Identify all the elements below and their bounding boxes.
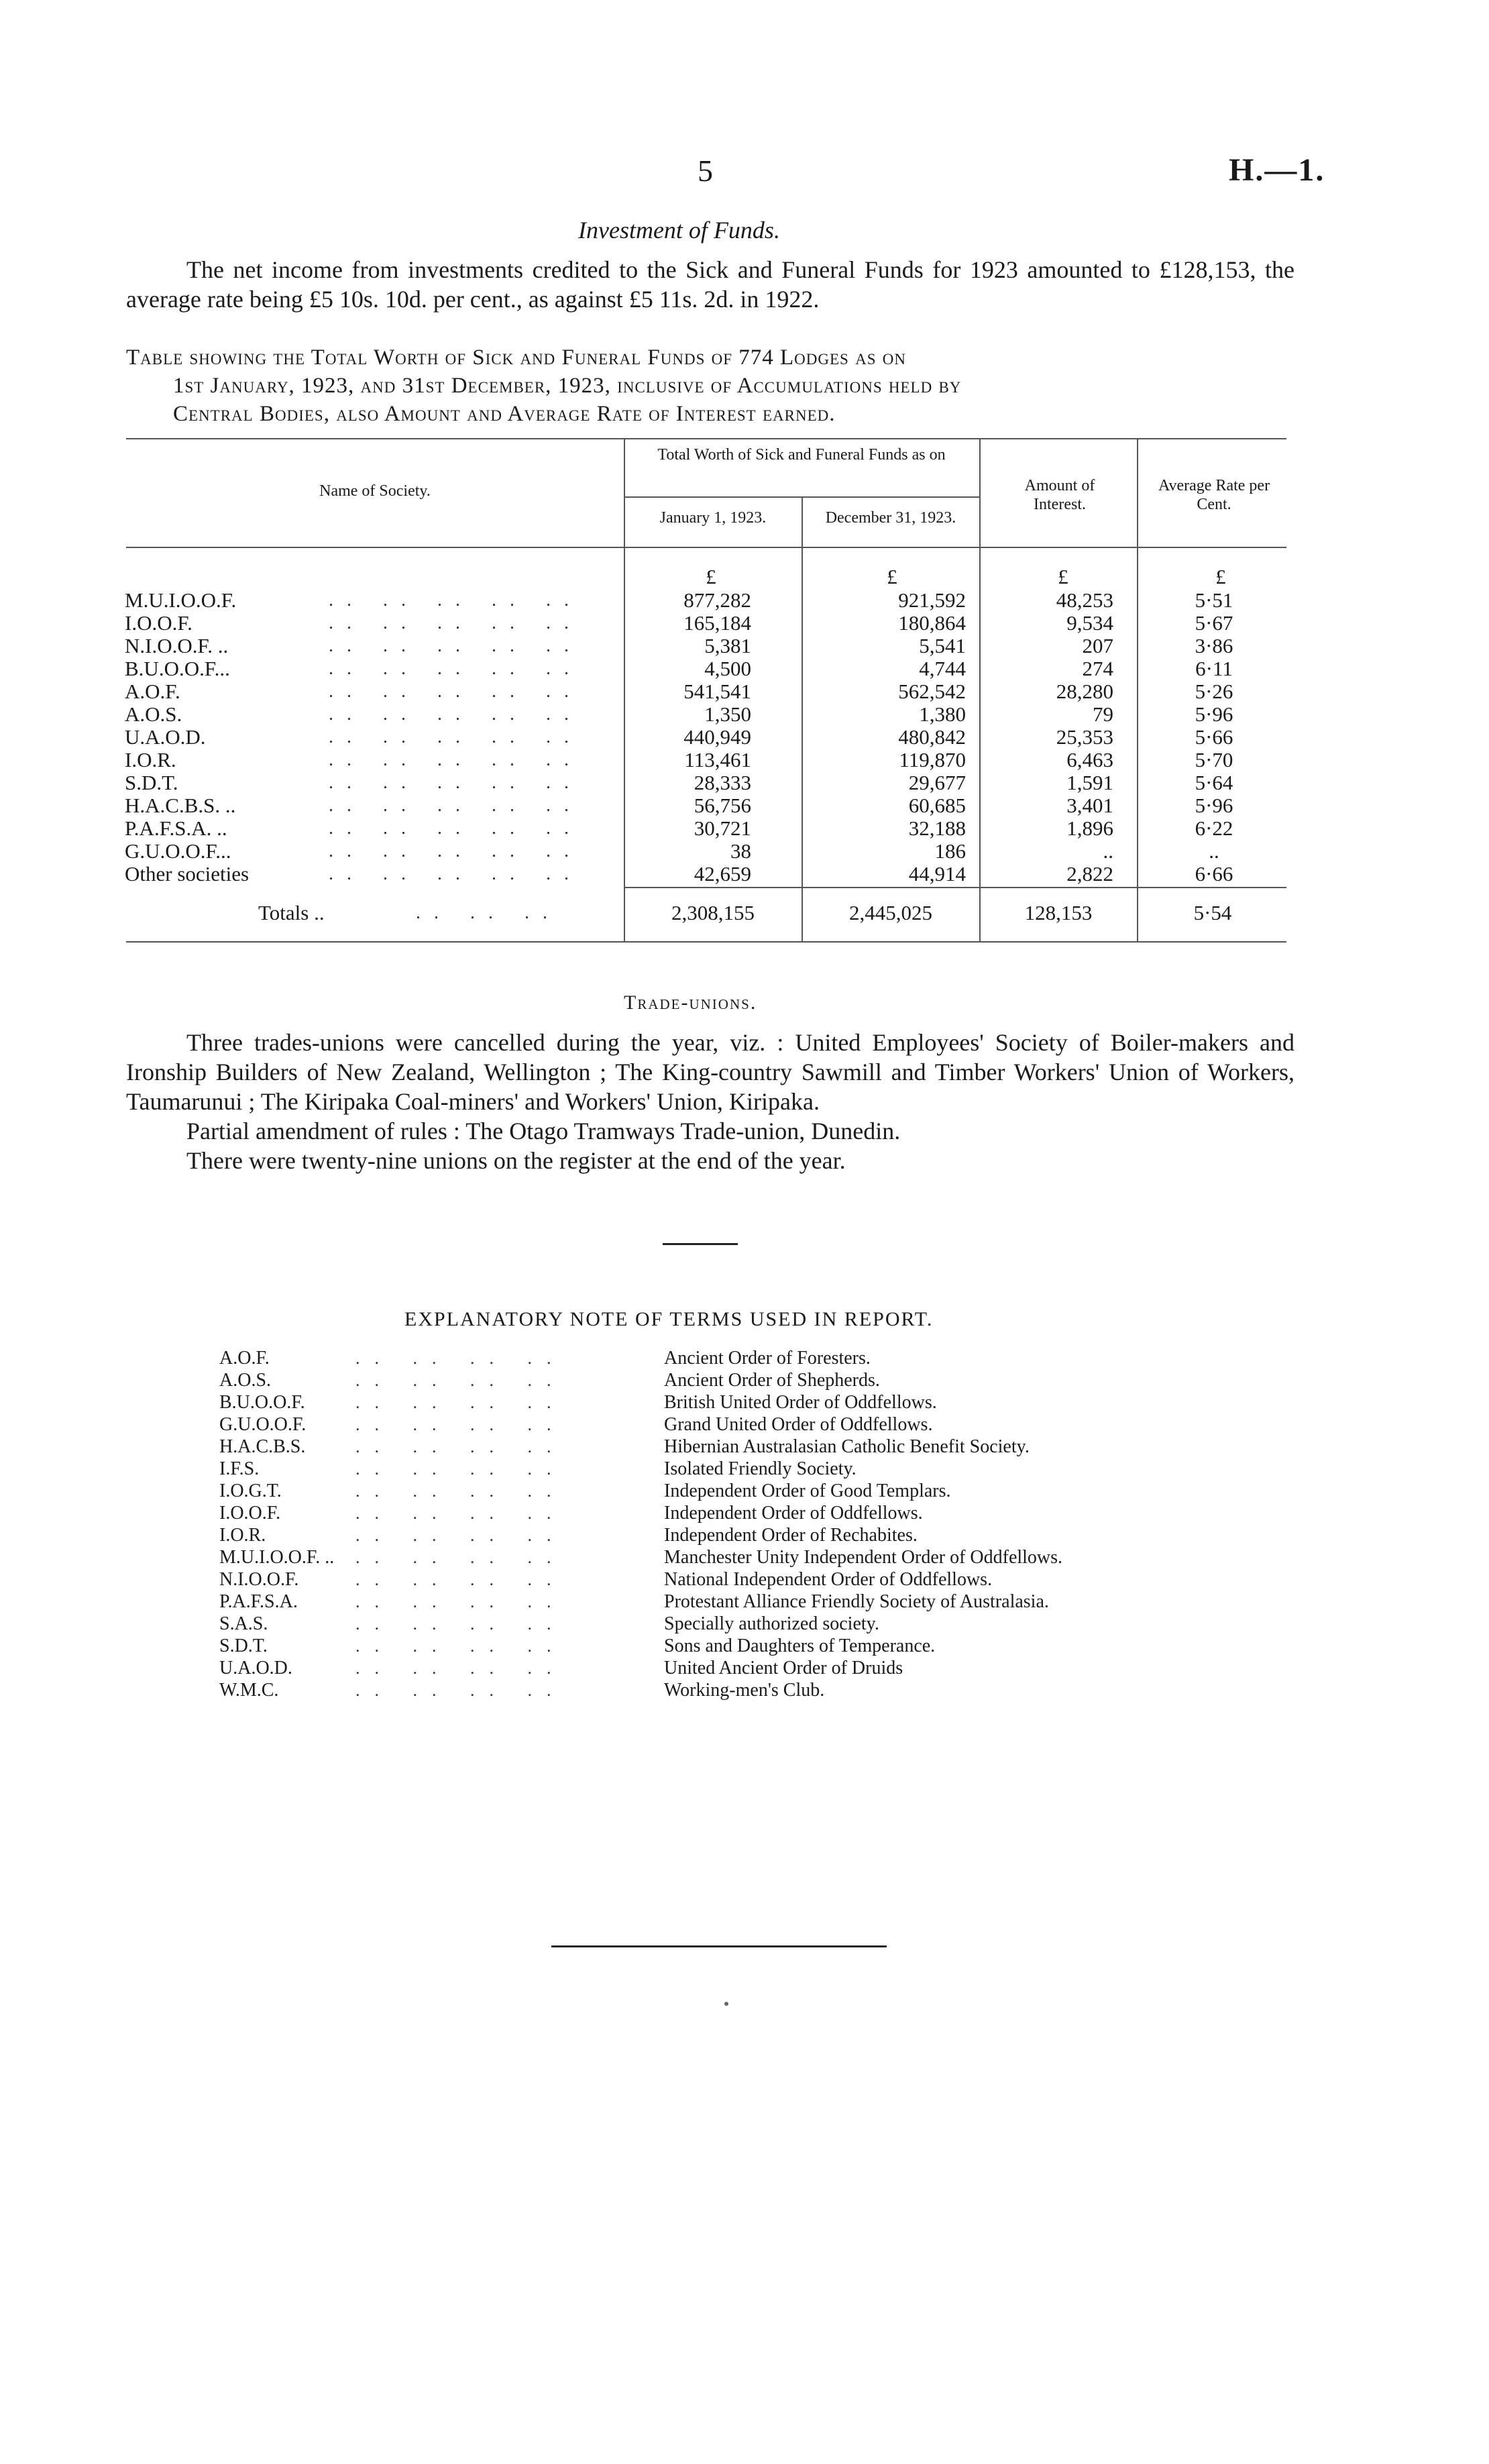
abbreviation-leader: .. .. .. .. bbox=[355, 1680, 566, 1700]
row-name: N.I.O.O.F. .. bbox=[125, 634, 229, 657]
row-interest: 1,896 bbox=[1066, 816, 1113, 840]
header-jan: January 1, 1923. bbox=[659, 509, 767, 527]
abbreviation-leader: .. .. .. .. bbox=[355, 1371, 566, 1390]
abbreviation-meaning: Independent Order of Good Templars. bbox=[664, 1481, 951, 1501]
abbreviation: S.A.S. bbox=[219, 1613, 268, 1634]
row-leader: .. .. .. .. .. bbox=[329, 612, 582, 633]
abbreviation-meaning: Specially authorized society. bbox=[664, 1613, 879, 1634]
row-dec: 180,864 bbox=[898, 611, 966, 635]
section-divider bbox=[663, 1243, 738, 1245]
trade-unions-paragraph-1: Three trades-unions were cancelled during the year, viz. : United Employees' Society of Boiler-makers and Ironship Builders of New Zealand, Wellington ; The King-country Sawmill and Timber Workers' Union of Workers, Taumarunui ; The Kiripaka Coal-miners' and Workers' Union, Kiripaka. bbox=[126, 1029, 1294, 1115]
col-divider-2 bbox=[802, 498, 803, 941]
row-interest: 274 bbox=[1082, 657, 1113, 680]
row-rate: 3·86 bbox=[1195, 634, 1233, 657]
abbreviation-leader: .. .. .. .. bbox=[355, 1459, 566, 1479]
header-dec: December 31, 1923. bbox=[825, 509, 956, 527]
row-rate: 5·67 bbox=[1195, 611, 1233, 635]
row-interest: 9,534 bbox=[1066, 611, 1113, 635]
row-jan: 877,282 bbox=[683, 588, 751, 612]
row-jan: 4,500 bbox=[704, 657, 751, 680]
currency-interest: £ bbox=[1058, 565, 1068, 588]
abbreviation: I.O.G.T. bbox=[219, 1481, 282, 1501]
row-rate: 5·96 bbox=[1195, 794, 1233, 817]
abbreviation-meaning: Working-men's Club. bbox=[664, 1680, 825, 1701]
abbreviation-leader: .. .. .. .. bbox=[355, 1481, 566, 1501]
row-jan: 38 bbox=[730, 839, 751, 863]
abbreviation-leader: .. .. .. .. bbox=[355, 1592, 566, 1611]
row-interest: 1,591 bbox=[1066, 771, 1113, 794]
row-rate: 6·22 bbox=[1195, 816, 1233, 840]
document-code: H.—1. bbox=[1229, 152, 1325, 188]
totals-top-rule bbox=[624, 887, 1286, 888]
row-leader: .. .. .. .. .. bbox=[329, 772, 582, 793]
row-name: U.A.O.D. bbox=[125, 725, 206, 749]
row-rate: 5·26 bbox=[1195, 680, 1233, 703]
row-interest: .. bbox=[1103, 839, 1113, 863]
abbreviation-leader: .. .. .. .. bbox=[355, 1548, 566, 1567]
row-jan: 5,381 bbox=[704, 634, 751, 657]
row-rate: 5·96 bbox=[1195, 702, 1233, 726]
abbreviation: I.O.O.F. bbox=[219, 1503, 281, 1523]
row-jan: 440,949 bbox=[683, 725, 751, 749]
abbreviation-leader: .. .. .. .. bbox=[355, 1658, 566, 1678]
table-caption bbox=[126, 343, 1286, 428]
row-name: P.A.F.S.A. .. bbox=[125, 816, 227, 840]
abbreviation-meaning: Protestant Alliance Friendly Society of Australasia. bbox=[664, 1591, 1049, 1612]
trade-unions-title: Trade-unions. bbox=[624, 992, 757, 1014]
currency-jan: £ bbox=[706, 565, 716, 588]
totals-rate: 5·54 bbox=[1193, 901, 1232, 924]
abbreviation-meaning: Independent Order of Oddfellows. bbox=[664, 1503, 923, 1523]
row-name: B.U.O.O.F... bbox=[125, 657, 230, 680]
header-interest: Amount of Interest. bbox=[1024, 477, 1095, 513]
abbreviation: P.A.F.S.A. bbox=[219, 1591, 298, 1612]
row-rate: 6·66 bbox=[1195, 862, 1233, 886]
end-rule bbox=[551, 1945, 887, 1947]
row-leader: .. .. .. .. .. bbox=[329, 635, 582, 656]
explanatory-title: EXPLANATORY NOTE OF TERMS USED IN REPORT. bbox=[404, 1308, 934, 1330]
abbreviation-meaning: Sons and Daughters of Temperance. bbox=[664, 1636, 936, 1656]
abbreviation-leader: .. .. .. .. bbox=[355, 1393, 566, 1412]
page-number: 5 bbox=[698, 154, 713, 188]
abbreviation: N.I.O.O.F. bbox=[219, 1569, 299, 1590]
row-leader: .. .. .. .. .. bbox=[329, 727, 582, 747]
caption-line-3: Central Bodies, also Amount and Average Rate of Interest earned. bbox=[173, 402, 836, 426]
abbreviation-leader: .. .. .. .. bbox=[355, 1525, 566, 1545]
abbreviation-leader: .. .. .. .. bbox=[355, 1415, 566, 1434]
row-dec: 480,842 bbox=[898, 725, 966, 749]
row-leader: .. .. .. .. .. bbox=[329, 681, 582, 702]
row-jan: 165,184 bbox=[683, 611, 751, 635]
row-leader: .. .. .. .. .. bbox=[329, 658, 582, 679]
row-leader: .. .. .. .. .. bbox=[329, 795, 582, 816]
abbreviation-meaning: Ancient Order of Shepherds. bbox=[664, 1370, 880, 1391]
table-header-rule bbox=[126, 547, 1286, 548]
row-interest: 28,280 bbox=[1056, 680, 1113, 703]
row-jan: 28,333 bbox=[694, 771, 751, 794]
abbreviation-leader: .. .. .. .. bbox=[355, 1570, 566, 1589]
row-name: I.O.O.F. bbox=[125, 611, 192, 635]
row-jan: 1,350 bbox=[704, 702, 751, 726]
investment-paragraph: The net income from investments credited to the Sick and Funeral Funds for 1923 amounted to £128,153, the average rate being £5 10s. 10d. per cent., as against £5 11s. 2d. in 1922. bbox=[126, 256, 1294, 313]
table-bottom-rule bbox=[126, 941, 1286, 943]
abbreviation-meaning: Hibernian Australasian Catholic Benefit Society. bbox=[664, 1436, 1030, 1457]
row-name: A.O.F. bbox=[125, 680, 180, 703]
row-rate: 5·66 bbox=[1195, 725, 1233, 749]
row-dec: 186 bbox=[934, 839, 966, 863]
row-rate: .. bbox=[1209, 839, 1219, 863]
abbreviation-meaning: Grand United Order of Oddfellows. bbox=[664, 1414, 933, 1435]
row-rate: 5·51 bbox=[1195, 588, 1233, 612]
abbreviation: A.O.F. bbox=[219, 1348, 270, 1369]
row-dec: 4,744 bbox=[919, 657, 966, 680]
header-name-of-society: Name of Society. bbox=[319, 482, 431, 500]
row-interest: 207 bbox=[1082, 634, 1113, 657]
col-divider-4 bbox=[1137, 439, 1138, 941]
totals-dec: 2,445,025 bbox=[849, 901, 932, 924]
row-interest: 2,822 bbox=[1066, 862, 1113, 886]
row-interest: 48,253 bbox=[1056, 588, 1113, 612]
abbreviation: S.D.T. bbox=[219, 1636, 268, 1656]
abbreviation: I.F.S. bbox=[219, 1458, 260, 1479]
abbreviation-meaning: Manchester Unity Independent Order of Oddfellows. bbox=[664, 1547, 1063, 1568]
row-interest: 3,401 bbox=[1066, 794, 1113, 817]
row-name: G.U.O.O.F... bbox=[125, 839, 231, 863]
row-interest: 79 bbox=[1093, 702, 1113, 726]
caption-line-2: 1st January, 1923, and 31st December, 1923, inclusive of Accumulations held by bbox=[173, 374, 962, 398]
abbreviation-meaning: Independent Order of Rechabites. bbox=[664, 1525, 918, 1546]
abbreviation-leader: .. .. .. .. bbox=[355, 1348, 566, 1368]
row-dec: 1,380 bbox=[919, 702, 966, 726]
abbreviation: H.A.C.B.S. bbox=[219, 1436, 306, 1457]
row-interest: 25,353 bbox=[1056, 725, 1113, 749]
row-dec: 29,677 bbox=[908, 771, 966, 794]
row-jan: 541,541 bbox=[683, 680, 751, 703]
abbreviation-leader: .. .. .. .. bbox=[355, 1636, 566, 1656]
abbreviation-meaning: British United Order of Oddfellows. bbox=[664, 1392, 937, 1413]
totals-jan: 2,308,155 bbox=[671, 901, 755, 924]
row-leader: .. .. .. .. .. bbox=[329, 841, 582, 861]
abbreviation-leader: .. .. .. .. bbox=[355, 1437, 566, 1456]
abbreviation-meaning: Isolated Friendly Society. bbox=[664, 1458, 857, 1479]
row-dec: 32,188 bbox=[908, 816, 966, 840]
abbreviation-meaning: United Ancient Order of Druids bbox=[664, 1658, 903, 1678]
header-rate: Average Rate per Cent. bbox=[1158, 477, 1270, 513]
header-total-worth: Total Worth of Sick and Funeral Funds as on bbox=[657, 446, 946, 464]
row-name: M.U.I.O.O.F. bbox=[125, 588, 237, 612]
row-jan: 56,756 bbox=[694, 794, 751, 817]
col-divider-3 bbox=[979, 439, 981, 941]
row-interest: 6,463 bbox=[1066, 748, 1113, 771]
row-leader: .. .. .. .. .. bbox=[329, 749, 582, 770]
abbreviation-leader: .. .. .. .. bbox=[355, 1614, 566, 1633]
row-name: H.A.C.B.S. .. bbox=[125, 794, 236, 817]
row-jan: 113,461 bbox=[684, 748, 751, 771]
table-top-rule bbox=[126, 438, 1286, 439]
abbreviation-meaning: National Independent Order of Oddfellows. bbox=[664, 1569, 993, 1590]
row-name: I.O.R. bbox=[125, 748, 176, 771]
row-name: S.D.T. bbox=[125, 771, 178, 794]
row-dec: 5,541 bbox=[919, 634, 966, 657]
totals-leader: .. .. .. bbox=[416, 902, 561, 923]
row-dec: 921,592 bbox=[898, 588, 966, 612]
row-name: A.O.S. bbox=[125, 702, 182, 726]
investment-title: Investment of Funds. bbox=[578, 217, 780, 244]
row-jan: 30,721 bbox=[694, 816, 751, 840]
row-rate: 6·11 bbox=[1195, 657, 1233, 680]
row-dec: 119,870 bbox=[899, 748, 966, 771]
row-dec: 60,685 bbox=[908, 794, 966, 817]
totals-label: Totals .. bbox=[258, 901, 325, 924]
trade-unions-paragraph-2: Partial amendment of rules : The Otago Tramways Trade-union, Dunedin. bbox=[186, 1118, 901, 1144]
row-dec: 562,542 bbox=[898, 680, 966, 703]
abbreviation: B.U.O.O.F. bbox=[219, 1392, 305, 1413]
row-leader: .. .. .. .. .. bbox=[329, 863, 582, 884]
abbreviation: W.M.C. bbox=[219, 1680, 279, 1701]
abbreviation: U.A.O.D. bbox=[219, 1658, 292, 1678]
abbreviation: I.O.R. bbox=[219, 1525, 266, 1546]
row-dec: 44,914 bbox=[908, 862, 966, 886]
row-name: Other societies bbox=[125, 862, 250, 886]
totals-interest: 128,153 bbox=[1024, 901, 1093, 924]
print-speck bbox=[724, 2002, 728, 2006]
abbreviation: A.O.S. bbox=[219, 1370, 272, 1391]
currency-rate: £ bbox=[1215, 565, 1226, 588]
row-leader: .. .. .. .. .. bbox=[329, 590, 582, 610]
currency-dec: £ bbox=[887, 565, 897, 588]
abbreviation-leader: .. .. .. .. bbox=[355, 1503, 566, 1523]
row-rate: 5·64 bbox=[1195, 771, 1233, 794]
row-leader: .. .. .. .. .. bbox=[329, 818, 582, 839]
row-leader: .. .. .. .. .. bbox=[329, 704, 582, 725]
row-jan: 42,659 bbox=[694, 862, 751, 886]
abbreviation-meaning: Ancient Order of Foresters. bbox=[664, 1348, 871, 1369]
trade-unions-paragraph-3: There were twenty-nine unions on the register at the end of the year. bbox=[186, 1147, 846, 1174]
caption-line-1: Table showing the Total Worth of Sick and Funeral Funds of 774 Lodges as on bbox=[126, 345, 906, 370]
row-rate: 5·70 bbox=[1195, 748, 1233, 771]
abbreviation: G.U.O.O.F. bbox=[219, 1414, 307, 1435]
abbreviation: M.U.I.O.O.F. .. bbox=[219, 1547, 335, 1568]
